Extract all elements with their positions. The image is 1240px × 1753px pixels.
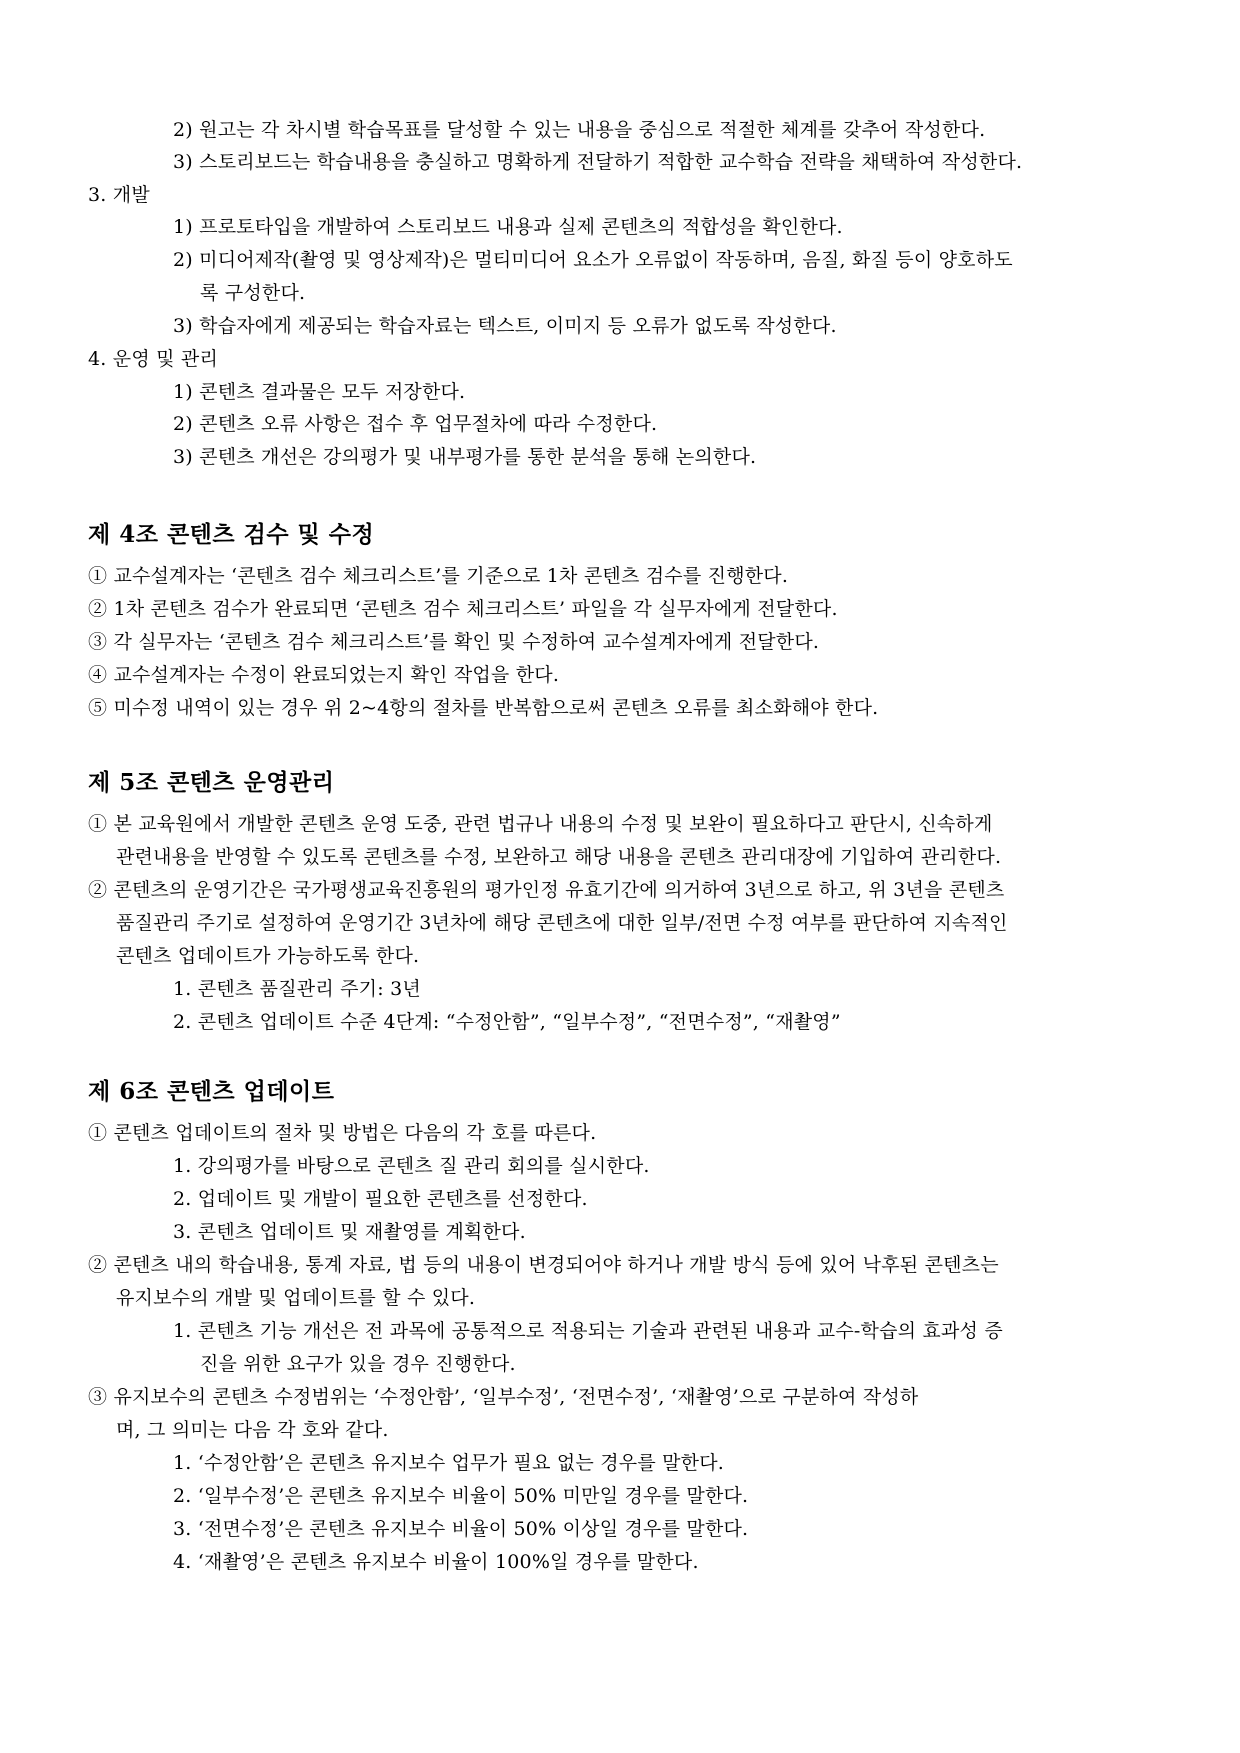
section-4-item-3: 3) 콘텐츠 개선은 강의평가 및 내부평가를 통한 분석을 통해 논의한다. bbox=[173, 446, 757, 468]
article-5-para-1-cont: 관련내용을 반영할 수 있도록 콘텐츠를 수정, 보완하고 해당 내용을 콘텐츠 관리대장에 기입하여 관리한다. bbox=[116, 846, 1002, 868]
article-6-para-1: ① 콘텐츠 업데이트의 절차 및 방법은 다음의 각 호를 따른다. bbox=[88, 1122, 597, 1144]
article-5-para-2-cont-2: 콘텐츠 업데이트가 가능하도록 한다. bbox=[116, 945, 420, 967]
section-3-item-3: 3) 학습자에게 제공되는 학습자료는 텍스트, 이미지 등 오류가 없도록 작성한다. bbox=[173, 315, 837, 337]
section-4-item-2: 2) 콘텐츠 오류 사항은 접수 후 업무절차에 따라 수정한다. bbox=[173, 413, 658, 435]
article-6-para-2-sub-1: 1. 콘텐츠 기능 개선은 전 과목에 공통적으로 적용되는 기술과 관련된 내용과 교수-학습의 효과성 증 bbox=[173, 1320, 1003, 1342]
article-6-para-3-sub-3: 3. ‘전면수정’은 콘텐츠 유지보수 비율이 50% 이상일 경우를 말한다. bbox=[173, 1518, 749, 1540]
article-6-para-3-cont: 며, 그 의미는 다음 각 호와 같다. bbox=[116, 1419, 389, 1441]
article-5-sub-2: 2. 콘텐츠 업데이트 수준 4단계: “수정안함”, “일부수정”, “전면수정”, “재촬영” bbox=[173, 1011, 841, 1033]
article-6-para-3-sub-4: 4. ‘재촬영’은 콘텐츠 유지보수 비율이 100%일 경우를 말한다. bbox=[173, 1551, 699, 1573]
article-6-heading: 제 6조 콘텐츠 업데이트 bbox=[88, 1078, 335, 1105]
section-3-item-1: 1) 프로토타입을 개발하여 스토리보드 내용과 실제 콘텐츠의 적합성을 확인한다. bbox=[173, 216, 843, 238]
article-6-para-1-sub-2: 2. 업데이트 및 개발이 필요한 콘텐츠를 선정한다. bbox=[173, 1188, 588, 1210]
article-6-para-3: ③ 유지보수의 콘텐츠 수정범위는 ‘수정안함’, ‘일부수정’, ‘전면수정’, ‘재촬영’으로 구분하여 작성하 bbox=[88, 1386, 919, 1408]
article-6-para-2-sub-1-cont: 진을 위한 요구가 있을 경우 진행한다. bbox=[200, 1353, 516, 1375]
section-4-title: 4. 운영 및 관리 bbox=[88, 348, 219, 370]
article-4-para-5: ⑤ 미수정 내역이 있는 경우 위 2~4항의 절차를 반복함으로써 콘텐츠 오류를 최소화해야 한다. bbox=[88, 697, 879, 719]
article-4-para-1: ① 교수설계자는 ‘콘텐츠 검수 체크리스트’를 기준으로 1차 콘텐츠 검수를 진행한다. bbox=[88, 565, 789, 587]
article-5-para-2-cont: 품질관리 주기로 설정하여 운영기간 3년차에 해당 콘텐츠에 대한 일부/전면 수정 여부를 판단하여 지속적인 bbox=[116, 912, 1008, 934]
section-4-item-1: 1) 콘텐츠 결과물은 모두 저장한다. bbox=[173, 381, 466, 403]
article-5-para-2: ② 콘텐츠의 운영기간은 국가평생교육진흥원의 평가인정 유효기간에 의거하여 3년으로 하고, 위 3년을 콘텐츠 bbox=[88, 879, 1005, 901]
article-5-sub-1: 1. 콘텐츠 품질관리 주기: 3년 bbox=[173, 978, 421, 1000]
article-4-para-3: ③ 각 실무자는 ‘콘텐츠 검수 체크리스트’를 확인 및 수정하여 교수설계자에게 전달한다. bbox=[88, 631, 820, 653]
article-6-para-1-sub-1: 1. 강의평가를 바탕으로 콘텐츠 질 관리 회의를 실시한다. bbox=[173, 1155, 650, 1177]
article-6-para-1-sub-3: 3. 콘텐츠 업데이트 및 재촬영를 계획한다. bbox=[173, 1221, 526, 1243]
article-5-para-1: ① 본 교육원에서 개발한 콘텐츠 운영 도중, 관련 법규나 내용의 수정 및 보완이 필요하다고 판단시, 신속하게 bbox=[88, 813, 993, 835]
article-6-para-3-sub-2: 2. ‘일부수정’은 콘텐츠 유지보수 비율이 50% 미만일 경우를 말한다. bbox=[173, 1485, 749, 1507]
article-6-para-2-cont: 유지보수의 개발 및 업데이트를 할 수 있다. bbox=[116, 1287, 476, 1309]
section-3-title: 3. 개발 bbox=[88, 184, 150, 206]
article-4-para-4: ④ 교수설계자는 수정이 완료되었는지 확인 작업을 한다. bbox=[88, 664, 560, 686]
article-6-para-2: ② 콘텐츠 내의 학습내용, 통계 자료, 법 등의 내용이 변경되어야 하거나 개발 방식 등에 있어 낙후된 콘텐츠는 bbox=[88, 1254, 999, 1276]
item-storyboard: 3) 스토리보드는 학습내용을 충실하고 명확하게 전달하기 적합한 교수학습 전략을 채택하여 작성한다. bbox=[173, 151, 1023, 173]
article-6-para-3-sub-1: 1. ‘수정안함’은 콘텐츠 유지보수 업무가 필요 없는 경우를 말한다. bbox=[173, 1452, 725, 1474]
article-5-heading: 제 5조 콘텐츠 운영관리 bbox=[88, 769, 335, 796]
article-4-heading: 제 4조 콘텐츠 검수 및 수정 bbox=[88, 521, 375, 548]
item-manuscript: 2) 원고는 각 차시별 학습목표를 달성할 수 있는 내용을 중심으로 적절한 체계를 갖추어 작성한다. bbox=[173, 119, 986, 141]
section-3-item-2: 2) 미디어제작(촬영 및 영상제작)은 멀티미디어 요소가 오류없이 작동하며, 음질, 화질 등이 양호하도 bbox=[173, 249, 1013, 271]
article-4-para-2: ② 1차 콘텐츠 검수가 완료되면 ‘콘텐츠 검수 체크리스트’ 파일을 각 실무자에게 전달한다. bbox=[88, 598, 838, 620]
section-3-item-2-cont: 록 구성한다. bbox=[200, 282, 306, 304]
